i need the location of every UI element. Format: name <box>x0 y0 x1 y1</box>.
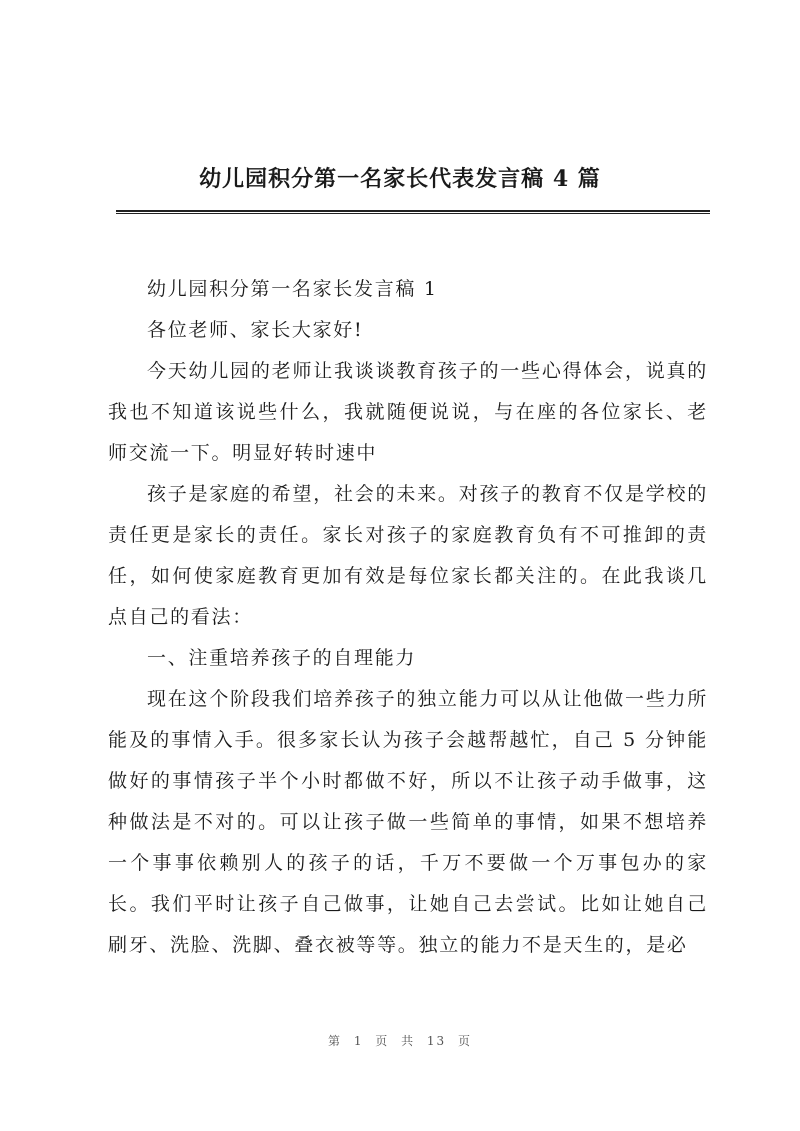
section-heading: 幼儿园积分第一名家长发言稿 1 <box>147 278 438 300</box>
body-paragraph: 孩子是家庭的希望，社会的未来。对孩子的教育不仅是学校的责任更是家长的责任。家长对孩子的家庭教育负有不可推卸的责任，如何使家庭教育更加有效是每位家长都关注的。在此我谈几点自己的看法： <box>108 483 708 628</box>
document-title: 幼儿园积分第一名家长代表发言稿 4 篇 <box>199 166 601 192</box>
body-paragraph: 现在这个阶段我们培养孩子的独立能力可以从让他做一些力所能及的事情入手。很多家长认为孩子会越帮越忙，自己 5 分钟能做好的事情孩子半个小时都做不好，所以不让孩子动手做事，这种做法是不对的。可以让孩子做一些简单的事情，如果不想培养一个事事依赖别人的孩子的话，千万不要做一个万事包办的家长。我们平时让孩子自己做事，让她自己去尝试。比如让她自己刷牙、洗脸、洗脚、叠衣被等等。独立的能力不是天生的，是必 <box>108 688 708 956</box>
greeting-paragraph: 各位老师、家长大家好! <box>147 319 364 341</box>
title-divider <box>116 210 710 214</box>
subheading-paragraph: 一、注重培养孩子的自理能力 <box>147 647 417 669</box>
page-number-footer: 第 1 页 共 13 页 <box>328 1034 472 1048</box>
body-paragraph: 今天幼儿园的老师让我谈谈教育孩子的一些心得体会，说真的我也不知道该说些什么，我就随便说说，与在座的各位家长、老师交流一下。明显好转时速中 <box>108 360 708 464</box>
document-body <box>108 269 708 966</box>
